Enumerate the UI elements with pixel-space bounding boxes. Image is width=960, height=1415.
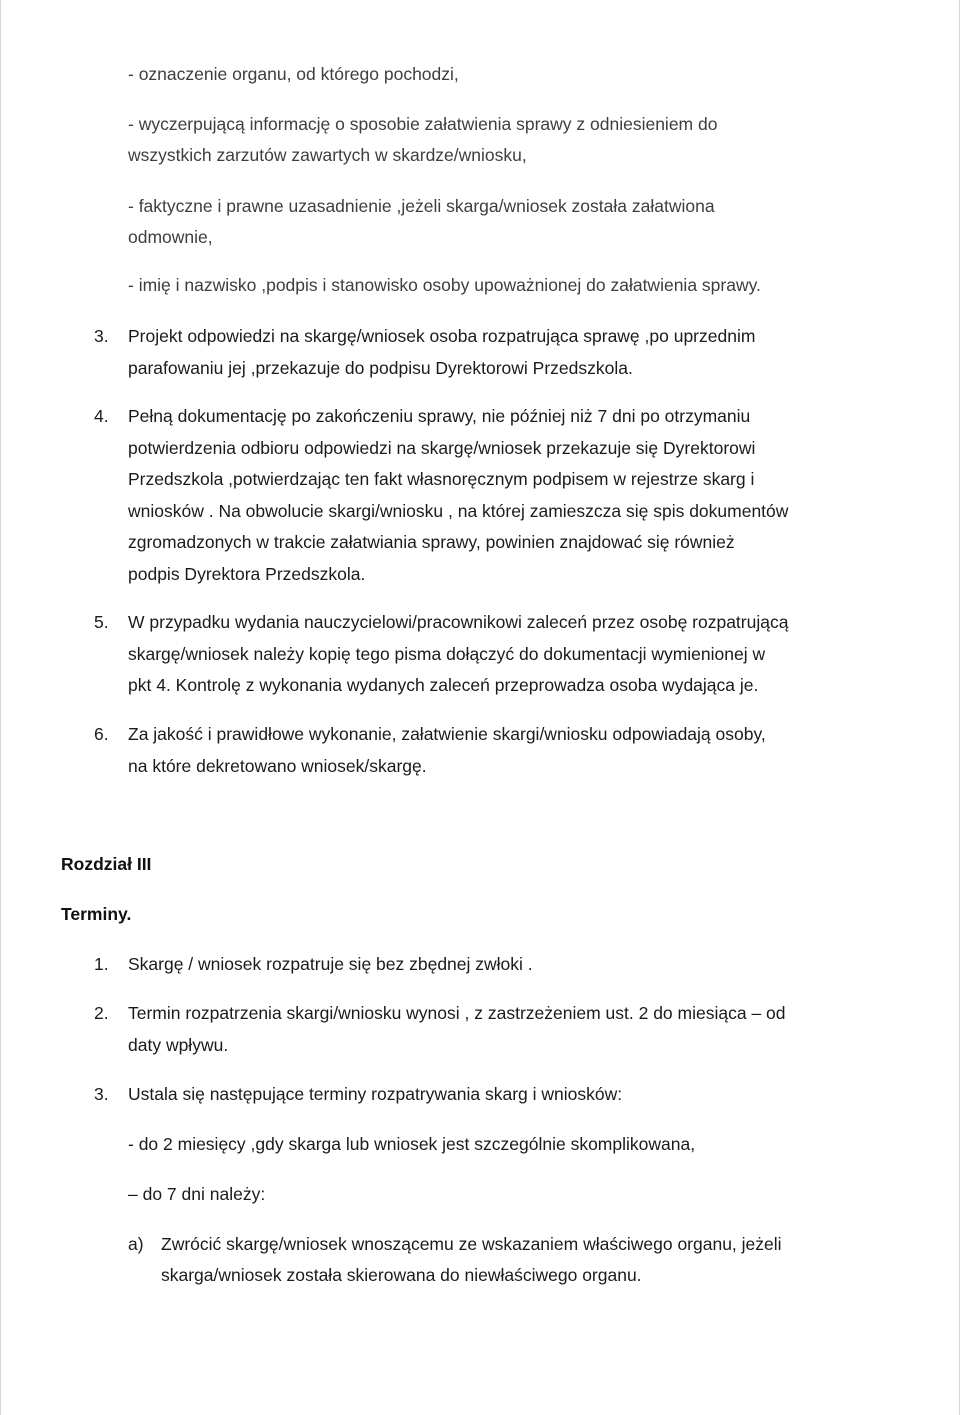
item-text-line: Termin rozpatrzenia skargi/wniosku wynosi , z zastrzeżeniem ust. 2 do miesiąca – od [128, 1003, 786, 1023]
bullet-line: - oznaczenie organu, od którego pochodzi, [128, 64, 459, 84]
item-text-line: Skargę / wniosek rozpatruje się bez zbędnej zwłoki . [128, 954, 533, 974]
item-number: 4. [94, 406, 109, 426]
bullet-line-continuation: odmownie, [128, 227, 213, 247]
sub-bullet-line: - do 2 miesięcy ,gdy skarga lub wniosek jest szczególnie skomplikowana, [128, 1134, 696, 1154]
bullet-line-continuation: wszystkich zarzutów zawartych w skardze/wniosku, [128, 145, 527, 165]
item-number: 1. [94, 954, 109, 974]
item-text-line: W przypadku wydania nauczycielowi/pracownikowi zaleceń przez osobę rozpatrującą [128, 612, 789, 632]
item-text-line: potwierdzenia odbioru odpowiedzi na skargę/wniosek przekazuje się Dyrektorowi [128, 438, 756, 458]
item-text-line: daty wpływu. [128, 1035, 229, 1055]
chapter-subtitle: Terminy. [61, 904, 132, 924]
bullet-line: - faktyczne i prawne uzasadnienie ,jeżeli skarga/wniosek została załatwiona [128, 196, 715, 216]
chapter-title: Rozdział III [61, 854, 152, 874]
item-letter: a) [128, 1234, 144, 1254]
item-text-line: Pełną dokumentację po zakończeniu sprawy, nie później niż 7 dni po otrzymaniu [128, 406, 751, 426]
item-text-line: wniosków . Na obwolucie skargi/wniosku , na której zamieszcza się spis dokumentów [128, 501, 789, 521]
sub-bullet-line: – do 7 dni należy: [128, 1184, 266, 1204]
item-text-line: Zwrócić skargę/wniosek wnoszącemu ze wskazaniem właściwego organu, jeżeli [161, 1234, 782, 1254]
item-number: 3. [94, 1084, 109, 1104]
item-text-line: zgromadzonych w trakcie załatwiania sprawy, powinien znajdować się również [128, 532, 735, 552]
item-text-line: na które dekretowano wniosek/skargę. [128, 756, 427, 776]
item-text-line: parafowaniu jej ,przekazuje do podpisu Dyrektorowi Przedszkola. [128, 358, 633, 378]
bullet-line: - wyczerpującą informację o sposobie załatwienia sprawy z odniesieniem do [128, 114, 718, 134]
item-text-line: pkt 4. Kontrolę z wykonania wydanych zaleceń przeprowadza osoba wydająca je. [128, 675, 759, 695]
item-number: 5. [94, 612, 109, 632]
item-text-line: Za jakość i prawidłowe wykonanie, załatwienie skargi/wniosku odpowiadają osoby, [128, 724, 766, 744]
item-text-line: Przedszkola ,potwierdzając ten fakt własnoręcznym podpisem w rejestrze skarg i [128, 469, 755, 489]
item-text-line: skargę/wniosek należy kopię tego pisma dołączyć do dokumentacji wymienionej w [128, 644, 766, 664]
bullet-line: - imię i nazwisko ,podpis i stanowisko osoby upoważnionej do załatwienia sprawy. [128, 275, 761, 295]
item-text-line: skarga/wniosek została skierowana do niewłaściwego organu. [161, 1265, 642, 1285]
item-text-line: Projekt odpowiedzi na skargę/wniosek osoba rozpatrująca sprawę ,po uprzednim [128, 326, 756, 346]
item-number: 3. [94, 326, 109, 346]
item-text-line: Ustala się następujące terminy rozpatrywania skarg i wniosków: [128, 1084, 623, 1104]
item-text-line: podpis Dyrektora Przedszkola. [128, 564, 366, 584]
item-number: 2. [94, 1003, 109, 1023]
item-number: 6. [94, 724, 109, 744]
